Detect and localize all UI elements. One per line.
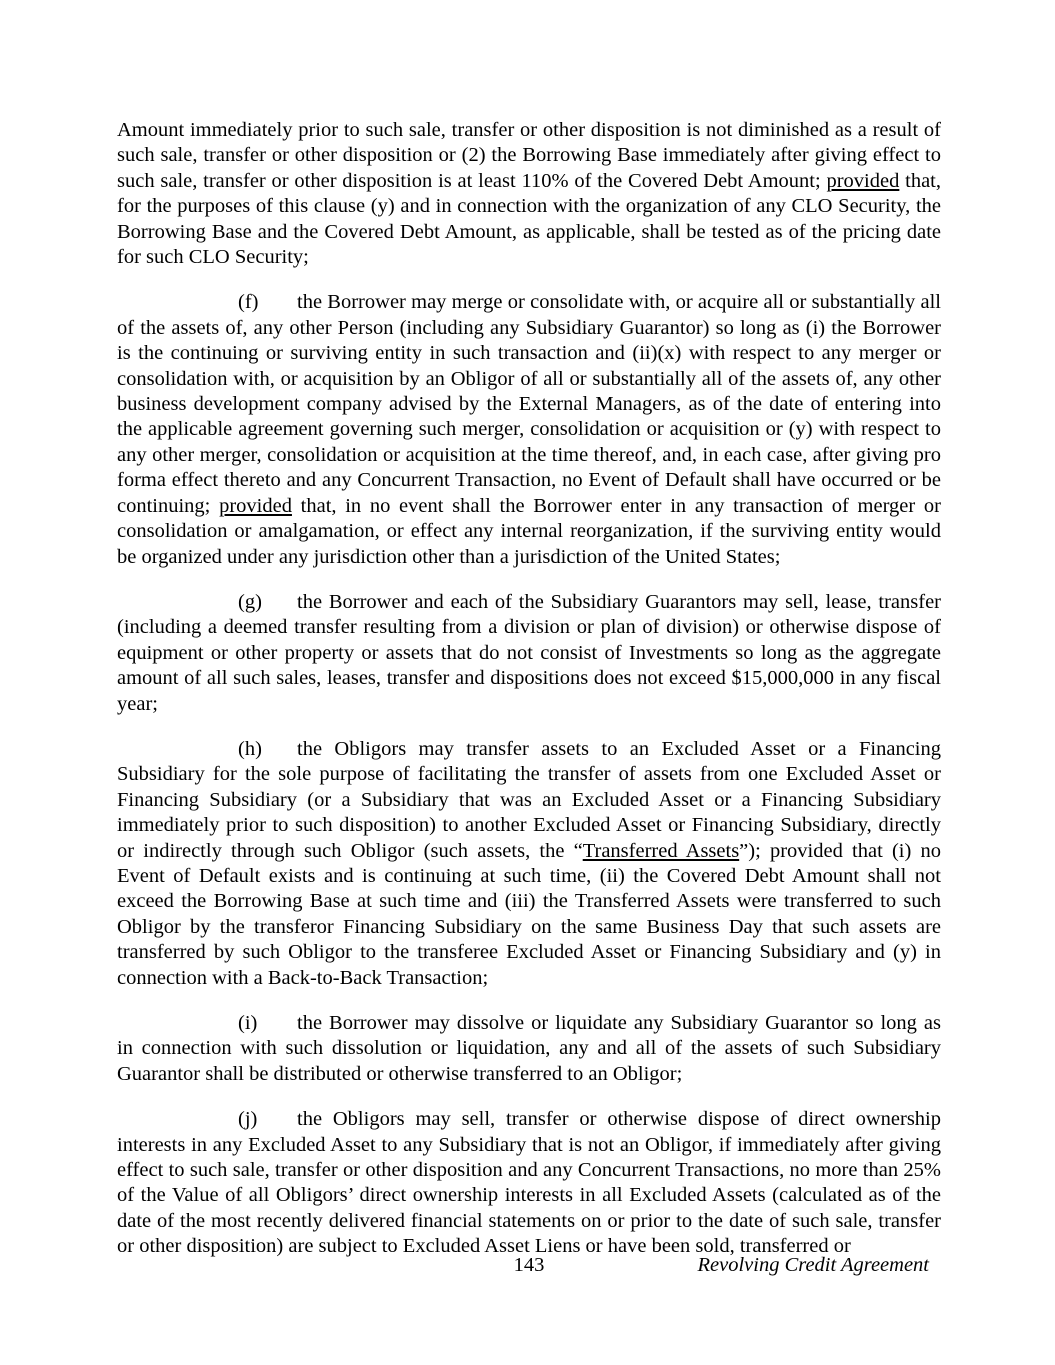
- text-run: the Borrower may dissolve or liquidate any Subsidiary Guarantor so long as in connection with such dissolution or liquidation, any and all of the assets of such Subsidiary Guarantor shall be distributed or otherwise transferred to an Obligor;: [117, 1012, 941, 1085]
- clause-paragraph-h: [117, 737, 941, 991]
- clause-paragraph-f: [117, 290, 941, 569]
- clause-paragraph-j: [117, 1107, 941, 1259]
- text-run: that, for the purposes of this clause (y) and in connection with the organization of any CLO Security, the Borrowing Base and the Covered Debt Amount, as applicable, shall be tested as of the pricing date for such CLO Security;: [117, 169, 941, 269]
- text-run: the Obligors may sell, transfer or otherwise dispose of direct ownership interests in any Excluded Asset to any Subsidiary that is not an Obligor, if immediately after giving effect to such sale, transfer or other disposition and any Concurrent Transactions, no more than 25% of the Value of all Obligors’ direct ownership interests in all Excluded Assets (calculated as of the date of the most recently delivered financial statements on or prior to the date of such sale, transfer or other disposition) are subject to Excluded Asset Liens or have been sold, transferred or: [117, 1108, 941, 1258]
- clause-paragraph-i: [117, 1011, 941, 1087]
- document-body: [117, 118, 941, 1280]
- clause-label: (h): [238, 737, 262, 760]
- page-footer: [117, 1253, 941, 1283]
- underlined-term: provided: [826, 169, 900, 192]
- text-run: Amount immediately prior to such sale, transfer or other disposition is not diminished as a result of such sale, transfer or other disposition or (2) the Borrowing Base immediately after giving effect to such sale, transfer or other disposition is at least 110% of the Covered Debt Amount;: [117, 119, 941, 192]
- clause-label: (g): [238, 590, 262, 613]
- clause-label: (f): [238, 291, 259, 314]
- text-run: the Borrower and each of the Subsidiary Guarantors may sell, lease, transfer (including a deemed transfer resulting from a division or plan of division) or otherwise dispose of equipment or other property or assets that do not consist of Investments so long as the aggregate amount of all such sales, leases, transfer and dispositions does not exceed $15,000,000 in any fiscal year;: [117, 590, 941, 715]
- clause-label: (j): [238, 1108, 258, 1131]
- text-run: the Obligors may transfer assets to an Excluded Asset or a Financing Subsidiary for the sole purpose of facilitating the transfer of assets from one Excluded Asset or Financing Subsidiary (or a Subsidiary that was an Excluded Asset or a Financing Subsidiary immediately prior to such disposition) to another Excluded Asset or Financing Subsidiary, directly or indirectly through such Obligor (such assets, the “: [117, 737, 941, 862]
- text-run: that, in no event shall the Borrower enter in any transaction of merger or consolidation or amalgamation, or effect any internal reorganization, if the surviving entity would be organized under any jurisdiction other than a jurisdiction of the United States;: [117, 494, 941, 568]
- clause-paragraph-g: [117, 590, 941, 717]
- clause-label: (i): [238, 1012, 258, 1034]
- underlined-term: provided: [219, 494, 292, 517]
- underlined-term: Transferred Assets: [582, 839, 740, 862]
- page-number: 143: [513, 1254, 545, 1276]
- continuation-paragraph: [117, 118, 941, 270]
- text-run: the Borrower may merge or consolidate with, or acquire all or substantially all of the assets of, any other Person (including any Subsidiary Guarantor) so long as (i) the Borrower is the continuing or surviving entity in such transaction and (ii)(x) with respect to any merger or consolidation with, or acquisition by an Obligor of all or substantially all of the assets of, any other business development company advised by the External Managers, as of the date of entering into the applicable agreement governing such merger, consolidation or acquisition or (y) with respect to any other merger, consolidation or acquisition at the time thereof, and, in each case, after giving pro forma effect thereto and any Concurrent Transaction, no Event of Default shall have occurred or be continuing;: [117, 291, 941, 517]
- document-title: Revolving Credit Agreement: [697, 1254, 929, 1276]
- text-run: ”); provided that (i) no Event of Default exists and is continuing at such time, (ii) the Covered Debt Amount shall not exceed the Borrowing Base at such time and (iii) the Transferred Assets were transferred to such Obligor by the transferor Financing Subsidiary on the same Business Day that such assets are transferred by such Obligor to the transferee Excluded Asset or Financing Subsidiary and (y) in connection with a Back-to-Back Transaction;: [117, 839, 941, 989]
